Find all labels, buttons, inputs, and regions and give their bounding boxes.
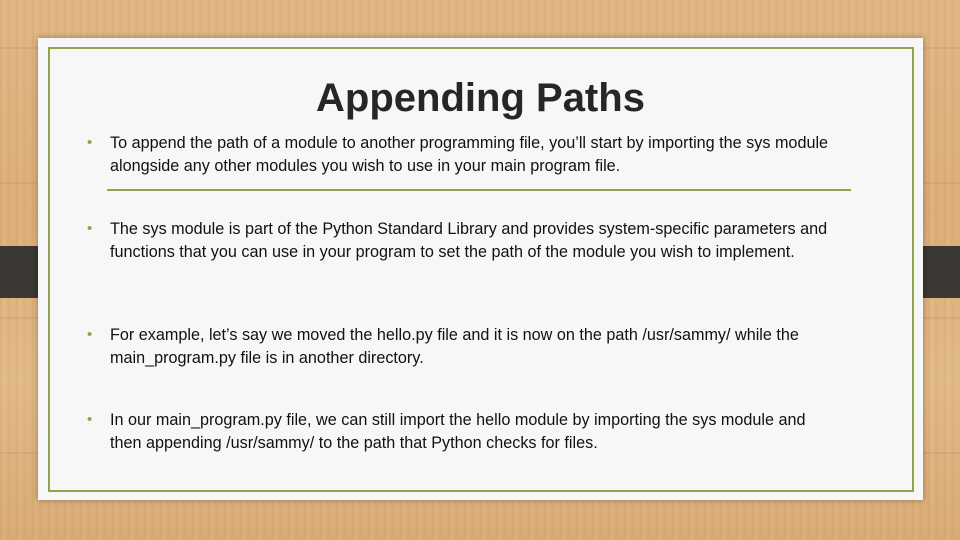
slide-title: Appending Paths [316, 76, 645, 120]
bullet-text: In our main_program.py file, we can still import the hello module by importing the sys module and then appending /usr/sammy/ to the path that Python checks for files. [110, 411, 806, 452]
bullet-text: The sys module is part of the Python Standard Library and provides system-specific parameters and functions that you can use in your program to set the path of the module you wish to implement. [110, 220, 828, 261]
bullet-item [87, 409, 840, 455]
slide-card [38, 38, 923, 500]
section-divider [107, 189, 851, 191]
bullet-item [87, 218, 840, 264]
bullet-item [87, 132, 840, 178]
bullet-text: For example, let’s say we moved the hello.py file and it is now on the path /usr/sammy/ while the main_program.py file is in another directory. [110, 326, 799, 367]
bullet-dot-icon: • [87, 134, 93, 151]
bullet-dot-icon: • [87, 326, 93, 343]
bullet-dot-icon: • [87, 411, 93, 428]
bullet-dot-icon: • [87, 220, 93, 237]
bullet-item [87, 324, 840, 370]
bullet-text: To append the path of a module to another programming file, you’ll start by importing the sys module alongside any other modules you wish to use in your main program file. [110, 134, 829, 175]
